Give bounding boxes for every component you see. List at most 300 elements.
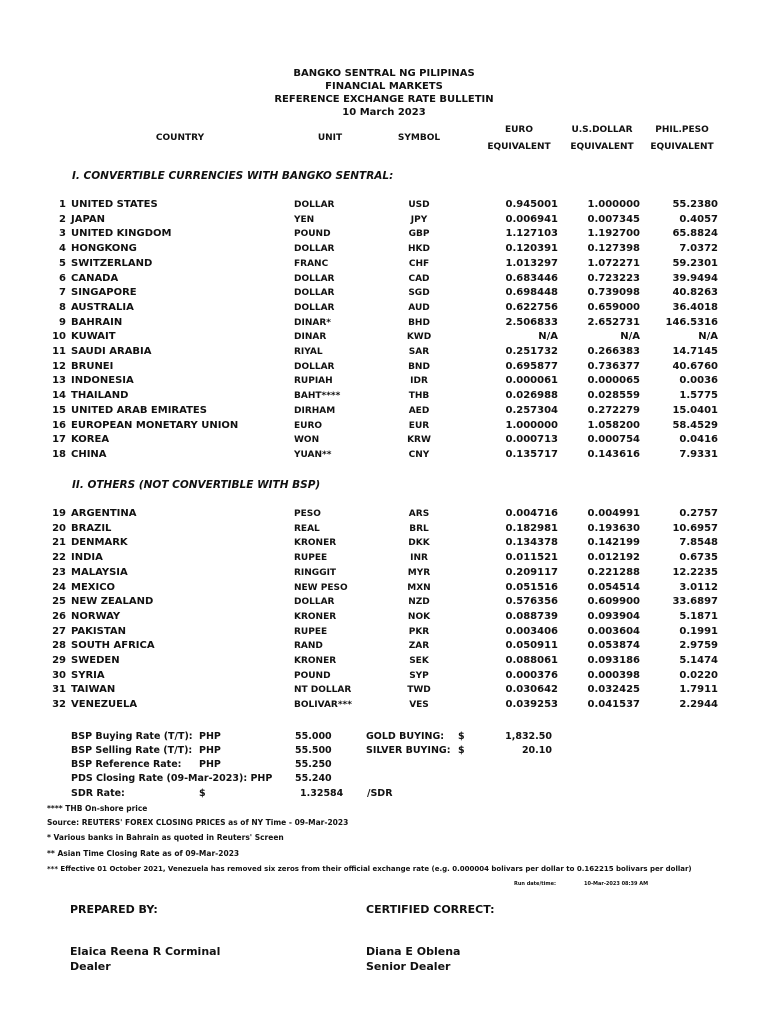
currency-unit: DOLLAR — [294, 244, 335, 255]
php-equivalent: 10.6957 — [672, 522, 718, 534]
institution-name: BANGKO SENTRAL NG PILIPINAS — [293, 68, 475, 79]
php-equivalent: 0.0220 — [679, 669, 718, 681]
euro-equivalent: 0.030642 — [505, 684, 558, 696]
php-equivalent: 5.1871 — [679, 610, 718, 622]
table-row — [0, 317, 768, 332]
php-equivalent: 7.9331 — [679, 448, 718, 460]
currency-unit: DOLLAR — [294, 273, 335, 284]
country-name: CHINA — [71, 448, 107, 460]
currency-unit: FRANC — [294, 258, 329, 269]
country-name: SWITZERLAND — [71, 257, 153, 269]
gold-buying-currency: $ — [458, 731, 465, 742]
euro-equivalent: 0.050911 — [505, 640, 558, 652]
row-number: 13 — [52, 375, 66, 387]
table-row — [0, 390, 768, 405]
country-name: KUWAIT — [71, 331, 116, 343]
row-number: 29 — [52, 655, 66, 666]
usd-equivalent: 2.652731 — [587, 316, 640, 328]
php-equivalent: 0.1991 — [679, 625, 718, 637]
currency-symbol: HKD — [408, 244, 430, 255]
country-name: BRAZIL — [71, 522, 112, 534]
currency-symbol: SEK — [409, 656, 429, 666]
usd-equivalent: 0.723223 — [587, 272, 640, 284]
gold-buying-label: GOLD BUYING: — [366, 731, 445, 742]
sdr-rate-label: SDR Rate: — [71, 788, 125, 799]
bsp-reference-currency: PHP — [199, 759, 221, 770]
preparer-name: Elaica Reena R Corminal — [70, 945, 221, 958]
currency-symbol: NOK — [407, 611, 431, 622]
col-header-usd-l1: U.S.DOLLAR — [571, 125, 633, 135]
euro-equivalent: N/A — [538, 331, 558, 343]
currency-symbol: SYP — [409, 670, 429, 681]
currency-symbol: EUR — [408, 420, 430, 431]
certifier-block — [366, 944, 460, 974]
bsp-buying-value: 55.000 — [295, 731, 332, 742]
currency-symbol: TWD — [407, 685, 431, 696]
usd-equivalent: 0.609900 — [587, 596, 640, 608]
row-number: 5 — [59, 257, 66, 269]
euro-equivalent: 0.134378 — [505, 537, 558, 549]
euro-equivalent: 0.209117 — [505, 566, 558, 578]
row-number: 28 — [52, 640, 66, 652]
euro-equivalent: 0.088739 — [505, 610, 558, 622]
php-equivalent: 15.0401 — [672, 404, 718, 416]
section-convertible-title: I. CONVERTIBLE CURRENCIES WITH BANGKO SENTRAL: — [72, 170, 394, 182]
col-header-php — [645, 122, 719, 156]
currency-unit: RAND — [294, 641, 323, 652]
certifier-name: Diana E Oblena — [366, 945, 461, 958]
country-name: UNITED KINGDOM — [71, 228, 172, 240]
currency-unit: KRONER — [294, 656, 337, 666]
bulletin-title: REFERENCE EXCHANGE RATE BULLETIN — [274, 94, 494, 105]
bsp-selling-currency: PHP — [199, 745, 221, 756]
euro-equivalent: 0.006941 — [505, 213, 558, 225]
usd-equivalent: 0.143616 — [587, 448, 640, 460]
row-number: 27 — [52, 625, 66, 637]
currency-unit: DOLLAR — [294, 597, 335, 608]
sdr-rate-unit: /SDR — [367, 788, 393, 799]
table-row — [0, 537, 768, 552]
col-header-usd-l2: EQUIVALENT — [570, 142, 634, 152]
country-name: THAILAND — [71, 390, 129, 402]
currency-unit: NEW PESO — [294, 582, 348, 593]
php-equivalent: 3.0112 — [679, 581, 718, 593]
php-equivalent: 1.5775 — [679, 390, 718, 402]
php-equivalent: 0.4057 — [679, 213, 718, 225]
usd-equivalent: 0.272279 — [587, 404, 640, 416]
row-number: 9 — [59, 316, 66, 328]
currency-unit: RINGGIT — [294, 567, 337, 578]
col-header-unit: UNIT — [317, 133, 343, 143]
currency-symbol: BRL — [409, 523, 429, 534]
sdr-rate-currency: $ — [199, 788, 206, 799]
table-row — [0, 567, 768, 582]
currency-symbol: VES — [409, 700, 429, 711]
usd-equivalent: 0.028559 — [587, 390, 640, 402]
currency-unit: BAHT**** — [294, 391, 341, 402]
row-number: 19 — [52, 508, 66, 519]
certified-correct-label: CERTIFIED CORRECT: — [366, 903, 495, 916]
table-row — [0, 287, 768, 302]
euro-equivalent: 0.011521 — [505, 552, 558, 564]
euro-equivalent: 0.000376 — [505, 669, 558, 681]
table-row — [0, 508, 768, 523]
euro-equivalent: 0.698448 — [505, 287, 558, 299]
country-name: TAIWAN — [71, 684, 116, 696]
currency-symbol: MXN — [407, 582, 431, 593]
usd-equivalent: 0.193630 — [587, 522, 640, 534]
euro-equivalent: 0.000713 — [505, 434, 558, 446]
currency-symbol: INR — [410, 553, 428, 564]
note-thb-onshore: **** THB On-shore price — [47, 804, 148, 813]
col-header-euro — [482, 122, 556, 156]
run-date-value: 10-Mar-2023 08:39 AM — [584, 881, 649, 887]
currency-symbol: SAR — [408, 347, 430, 357]
country-name: CANADA — [71, 272, 119, 284]
note-venezuela: *** Effective 01 October 2021, Venezuela has removed six zeros from their official exchange rate (e.g. 0.000004 bolivars per dollar to 0.162215 bolivars per dollar) — [47, 865, 692, 873]
row-number: 31 — [52, 684, 66, 696]
row-number: 16 — [52, 419, 66, 431]
currency-unit: DOLLAR — [294, 200, 335, 210]
gold-buying-value: 1,832.50 — [505, 731, 552, 742]
php-equivalent: 146.5316 — [665, 316, 718, 328]
row-number: 17 — [52, 434, 66, 446]
bsp-reference-value: 55.250 — [295, 759, 332, 770]
row-number: 4 — [59, 243, 66, 255]
preparer-title: Dealer — [70, 960, 111, 973]
table-row — [0, 523, 768, 538]
country-name: INDIA — [71, 552, 103, 564]
note-source: Source: REUTERS' FOREX CLOSING PRICES as of NY Time - 09-Mar-2023 — [47, 818, 349, 827]
row-number: 1 — [59, 199, 66, 210]
table-row — [0, 582, 768, 597]
usd-equivalent: 1.000000 — [587, 199, 640, 210]
country-name: UNITED ARAB EMIRATES — [71, 404, 207, 416]
usd-equivalent: 0.012192 — [587, 552, 640, 564]
euro-equivalent: 0.576356 — [505, 596, 558, 608]
row-number: 3 — [59, 228, 66, 240]
country-name: SINGAPORE — [71, 287, 137, 299]
currency-unit: REAL — [294, 523, 320, 534]
euro-equivalent: 0.039253 — [505, 699, 558, 711]
usd-equivalent: 0.004991 — [587, 508, 640, 519]
table-row — [0, 420, 768, 435]
note-asian-time: ** Asian Time Closing Rate as of 09-Mar-2023 — [47, 849, 240, 858]
table-row — [0, 640, 768, 655]
sdr-rate-value: 1.32584 — [300, 788, 344, 799]
php-equivalent: 12.2235 — [672, 566, 718, 578]
bulletin-header — [234, 67, 534, 119]
php-equivalent: 14.7145 — [672, 346, 718, 357]
table-row — [0, 449, 768, 464]
country-name: SAUDI ARABIA — [71, 346, 152, 357]
php-equivalent: 0.6735 — [679, 552, 718, 564]
currency-unit: YUAN** — [294, 449, 332, 460]
row-number: 24 — [52, 581, 66, 593]
bsp-selling-label: BSP Selling Rate (T/T): — [71, 745, 193, 756]
table-row — [0, 228, 768, 243]
country-name: BAHRAIN — [71, 316, 123, 328]
usd-equivalent: 0.659000 — [587, 301, 640, 313]
php-equivalent: 0.2757 — [679, 508, 718, 519]
currency-unit: WON — [294, 435, 320, 446]
row-number: 30 — [52, 669, 66, 681]
table-row — [0, 346, 768, 361]
row-number: 15 — [52, 404, 66, 416]
euro-equivalent: 0.257304 — [505, 404, 558, 416]
country-name: SWEDEN — [71, 655, 120, 666]
country-name: NORWAY — [71, 610, 121, 622]
table-row — [0, 405, 768, 420]
php-equivalent: 0.0036 — [679, 375, 718, 387]
row-number: 6 — [59, 272, 66, 284]
table-row — [0, 258, 768, 273]
currency-symbol: CHF — [408, 258, 430, 269]
euro-equivalent: 0.088061 — [505, 655, 558, 666]
bulletin-date: 10 March 2023 — [342, 107, 426, 118]
country-name: DENMARK — [71, 537, 128, 549]
table-row — [0, 699, 768, 714]
currency-unit: DOLLAR — [294, 288, 335, 299]
php-equivalent: 1.7911 — [679, 684, 718, 696]
silver-buying-currency: $ — [458, 745, 465, 756]
euro-equivalent: 0.000061 — [505, 375, 558, 387]
currency-symbol: THB — [408, 391, 430, 402]
table-row — [0, 273, 768, 288]
php-equivalent: 36.4018 — [672, 301, 718, 313]
country-name: SOUTH AFRICA — [71, 640, 155, 652]
usd-equivalent: N/A — [620, 331, 640, 343]
currency-unit: DINAR — [294, 332, 327, 343]
currency-symbol: CNY — [408, 449, 430, 460]
row-number: 21 — [52, 537, 66, 549]
euro-equivalent: 0.622756 — [505, 301, 558, 313]
euro-equivalent: 0.251732 — [505, 346, 558, 357]
currency-unit: RIYAL — [294, 347, 323, 357]
row-number: 12 — [52, 360, 66, 372]
currency-unit: DINAR* — [294, 317, 331, 328]
usd-equivalent: 0.739098 — [587, 287, 640, 299]
country-name: BRUNEI — [71, 360, 114, 372]
table-row — [0, 331, 768, 346]
usd-equivalent: 0.007345 — [587, 213, 640, 225]
euro-equivalent: 1.013297 — [505, 257, 558, 269]
pds-closing-value: 55.240 — [295, 773, 332, 784]
country-name: UNITED STATES — [71, 199, 158, 210]
php-equivalent: 40.8263 — [672, 287, 718, 299]
currency-symbol: GBP — [408, 229, 430, 240]
usd-equivalent: 0.032425 — [587, 684, 640, 696]
currency-symbol: BND — [408, 361, 430, 372]
currency-symbol: IDR — [410, 376, 428, 387]
currency-unit: POUND — [294, 670, 331, 681]
usd-equivalent: 1.192700 — [587, 228, 640, 240]
php-equivalent: 40.6760 — [672, 360, 718, 372]
country-name: HONGKONG — [71, 243, 137, 255]
usd-equivalent: 0.041537 — [587, 699, 640, 711]
country-name: NEW ZEALAND — [71, 596, 154, 608]
currency-symbol: NZD — [408, 597, 430, 608]
row-number: 2 — [59, 213, 66, 225]
euro-equivalent: 0.695877 — [505, 360, 558, 372]
row-number: 32 — [52, 699, 66, 711]
currency-unit: DIRHAM — [294, 405, 336, 416]
country-name: JAPAN — [71, 213, 105, 225]
currency-unit: RUPIAH — [294, 376, 333, 387]
currency-unit: DOLLAR — [294, 302, 335, 313]
currency-symbol: KRW — [407, 435, 431, 446]
php-equivalent: 5.1474 — [679, 655, 718, 666]
country-name: SYRIA — [71, 669, 105, 681]
currency-symbol: USD — [408, 200, 430, 210]
currency-unit: KRONER — [294, 538, 337, 549]
euro-equivalent: 1.127103 — [505, 228, 558, 240]
country-name: ARGENTINA — [71, 508, 137, 519]
php-equivalent: 39.9494 — [672, 272, 718, 284]
usd-equivalent: 0.736377 — [587, 360, 640, 372]
usd-equivalent: 0.093186 — [587, 655, 640, 666]
currency-symbol: SGD — [408, 288, 430, 299]
currency-unit: YEN — [294, 214, 315, 225]
euro-equivalent: 0.051516 — [505, 581, 558, 593]
euro-equivalent: 1.000000 — [505, 419, 558, 431]
euro-equivalent: 0.003406 — [505, 625, 558, 637]
col-header-usd — [563, 122, 641, 156]
table-row — [0, 214, 768, 229]
bsp-buying-label: BSP Buying Rate (T/T): — [71, 731, 193, 742]
currency-unit: NT DOLLAR — [294, 685, 352, 696]
row-number: 20 — [52, 522, 66, 534]
row-number: 7 — [59, 287, 66, 299]
currency-symbol: AED — [408, 405, 430, 416]
table-row — [0, 243, 768, 258]
country-name: PAKISTAN — [71, 625, 126, 637]
certifier-title: Senior Dealer — [366, 960, 451, 973]
table-row — [0, 375, 768, 390]
country-name: MEXICO — [71, 581, 116, 593]
department-name: FINANCIAL MARKETS — [325, 81, 443, 92]
row-number: 26 — [52, 610, 66, 622]
php-equivalent: 2.2944 — [679, 699, 718, 711]
php-equivalent: 7.0372 — [679, 243, 718, 255]
usd-equivalent: 0.000398 — [587, 669, 640, 681]
row-number: 8 — [59, 301, 66, 313]
col-header-euro-l2: EQUIVALENT — [487, 142, 551, 152]
currency-unit: BOLIVAR*** — [294, 700, 352, 711]
col-header-php-l2: EQUIVALENT — [650, 142, 714, 152]
usd-equivalent: 0.053874 — [587, 640, 640, 652]
currency-unit: DOLLAR — [294, 361, 335, 372]
country-name: AUSTRALIA — [71, 301, 134, 313]
euro-equivalent: 0.683446 — [505, 272, 558, 284]
php-equivalent: 33.6897 — [672, 596, 718, 608]
currency-unit: RUPEE — [294, 626, 328, 637]
country-name: INDONESIA — [71, 375, 134, 387]
col-header-euro-l1: EURO — [504, 125, 534, 135]
php-equivalent: 2.9759 — [679, 640, 718, 652]
currency-unit: RUPEE — [294, 553, 328, 564]
table-row — [0, 655, 768, 670]
run-date-label: Run date/time: — [514, 881, 556, 887]
row-number: 22 — [52, 552, 66, 564]
currency-symbol: ZAR — [408, 641, 430, 652]
col-header-symbol: SYMBOL — [397, 133, 441, 143]
country-name: KOREA — [71, 434, 110, 446]
note-bahrain: * Various banks in Bahrain as quoted in Reuters' Screen — [47, 833, 284, 842]
pds-closing-label: PDS Closing Rate (09-Mar-2023): PHP — [71, 773, 273, 784]
table-row — [0, 552, 768, 567]
usd-equivalent: 0.127398 — [587, 243, 640, 255]
php-equivalent: 59.2301 — [672, 257, 718, 269]
usd-equivalent: 0.000065 — [587, 375, 640, 387]
euro-equivalent: 0.120391 — [505, 243, 558, 255]
currency-symbol: MYR — [407, 567, 431, 578]
row-number: 11 — [52, 346, 66, 357]
php-equivalent: 0.0416 — [679, 434, 718, 446]
currency-symbol: BHD — [408, 317, 430, 328]
usd-equivalent: 1.072271 — [587, 257, 640, 269]
currency-symbol: KWD — [406, 332, 432, 343]
table-row — [0, 596, 768, 611]
currency-symbol: ARS — [408, 509, 430, 519]
bsp-buying-currency: PHP — [199, 731, 221, 742]
country-name: EUROPEAN MONETARY UNION — [71, 419, 239, 431]
usd-equivalent: 0.000754 — [587, 434, 640, 446]
currency-unit: EURO — [294, 420, 323, 431]
col-header-php-l1: PHIL.PESO — [655, 125, 709, 135]
silver-buying-value: 20.10 — [521, 745, 552, 756]
row-number: 14 — [52, 390, 66, 402]
euro-equivalent: 0.026988 — [505, 390, 558, 402]
country-name: VENEZUELA — [71, 699, 138, 711]
row-number: 23 — [52, 566, 66, 578]
col-header-country: COUNTRY — [155, 133, 205, 143]
usd-equivalent: 0.142199 — [587, 537, 640, 549]
row-number: 10 — [52, 331, 66, 343]
row-number: 25 — [52, 596, 66, 608]
bsp-reference-label: BSP Reference Rate: — [71, 759, 182, 770]
table-row — [0, 199, 768, 214]
currency-symbol: DKK — [408, 538, 430, 549]
php-equivalent: N/A — [698, 331, 718, 343]
usd-equivalent: 0.093904 — [587, 610, 640, 622]
php-equivalent: 55.2380 — [672, 199, 718, 210]
currency-unit: PESO — [294, 509, 321, 519]
preparer-block — [70, 944, 220, 974]
usd-equivalent: 0.054514 — [587, 581, 640, 593]
usd-equivalent: 0.266383 — [587, 346, 640, 357]
euro-equivalent: 0.135717 — [505, 448, 558, 460]
silver-buying-label: SILVER BUYING: — [366, 745, 451, 756]
usd-equivalent: 1.058200 — [587, 419, 640, 431]
usd-equivalent: 0.221288 — [587, 566, 640, 578]
usd-equivalent: 0.003604 — [587, 625, 640, 637]
bsp-selling-value: 55.500 — [295, 745, 332, 756]
prepared-by-label: PREPARED BY: — [70, 903, 158, 916]
table-row — [0, 684, 768, 699]
php-equivalent: 7.8548 — [679, 537, 718, 549]
table-row — [0, 611, 768, 626]
table-row — [0, 361, 768, 376]
php-equivalent: 58.4529 — [672, 419, 718, 431]
euro-equivalent: 2.506833 — [505, 316, 558, 328]
euro-equivalent: 0.945001 — [505, 199, 558, 210]
currency-symbol: CAD — [408, 273, 430, 284]
table-row — [0, 670, 768, 685]
php-equivalent: 65.8824 — [672, 228, 718, 240]
table-row — [0, 302, 768, 317]
currency-symbol: AUD — [408, 302, 430, 313]
